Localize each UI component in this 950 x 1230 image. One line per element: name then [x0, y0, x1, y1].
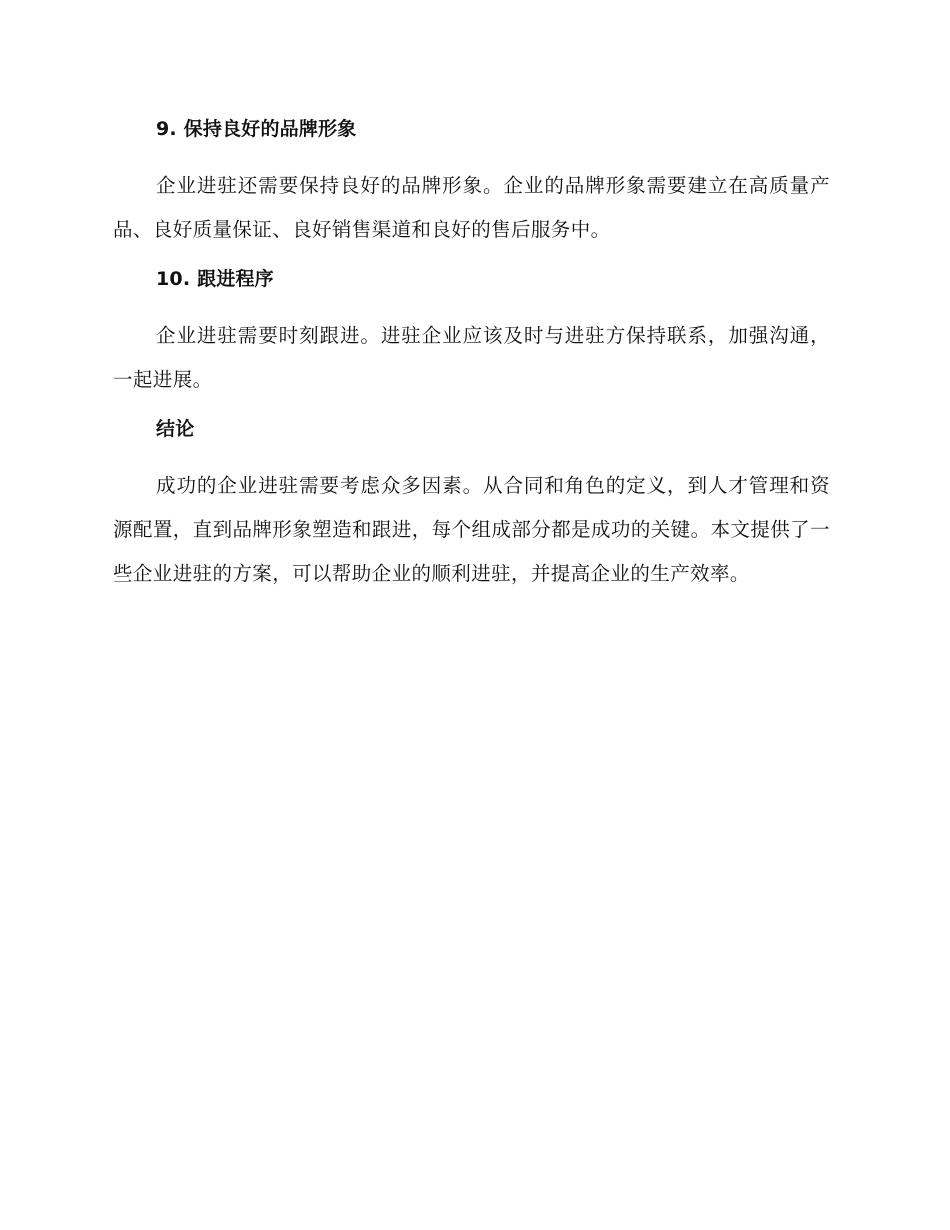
section-paragraph-brand-image: 企业进驻还需要保持良好的品牌形象。企业的品牌形象需要建立在高质量产品、良好质量保证、良好销售渠道和良好的售后服务中。 — [113, 174, 830, 241]
section-paragraph-follow-up: 企业进驻需要时刻跟进。进驻企业应该及时与进驻方保持联系，加强沟通，一起进展。 — [113, 324, 830, 391]
section-heading-conclusion: 结论 — [156, 418, 195, 440]
document-body — [113, 112, 830, 596]
section-heading-brand-image: 9. 保持良好的品牌形象 — [156, 118, 357, 140]
section-heading-follow-up: 10. 跟进程序 — [156, 268, 274, 290]
section-paragraph-conclusion: 成功的企业进驻需要考虑众多因素。从合同和角色的定义，到人才管理和资源配置，直到品牌形象塑造和跟进，每个组成部分都是成功的关键。本文提供了一些企业进驻的方案，可以帮助企业的顺利进驻，并提高企业的生产效率。 — [113, 474, 830, 585]
